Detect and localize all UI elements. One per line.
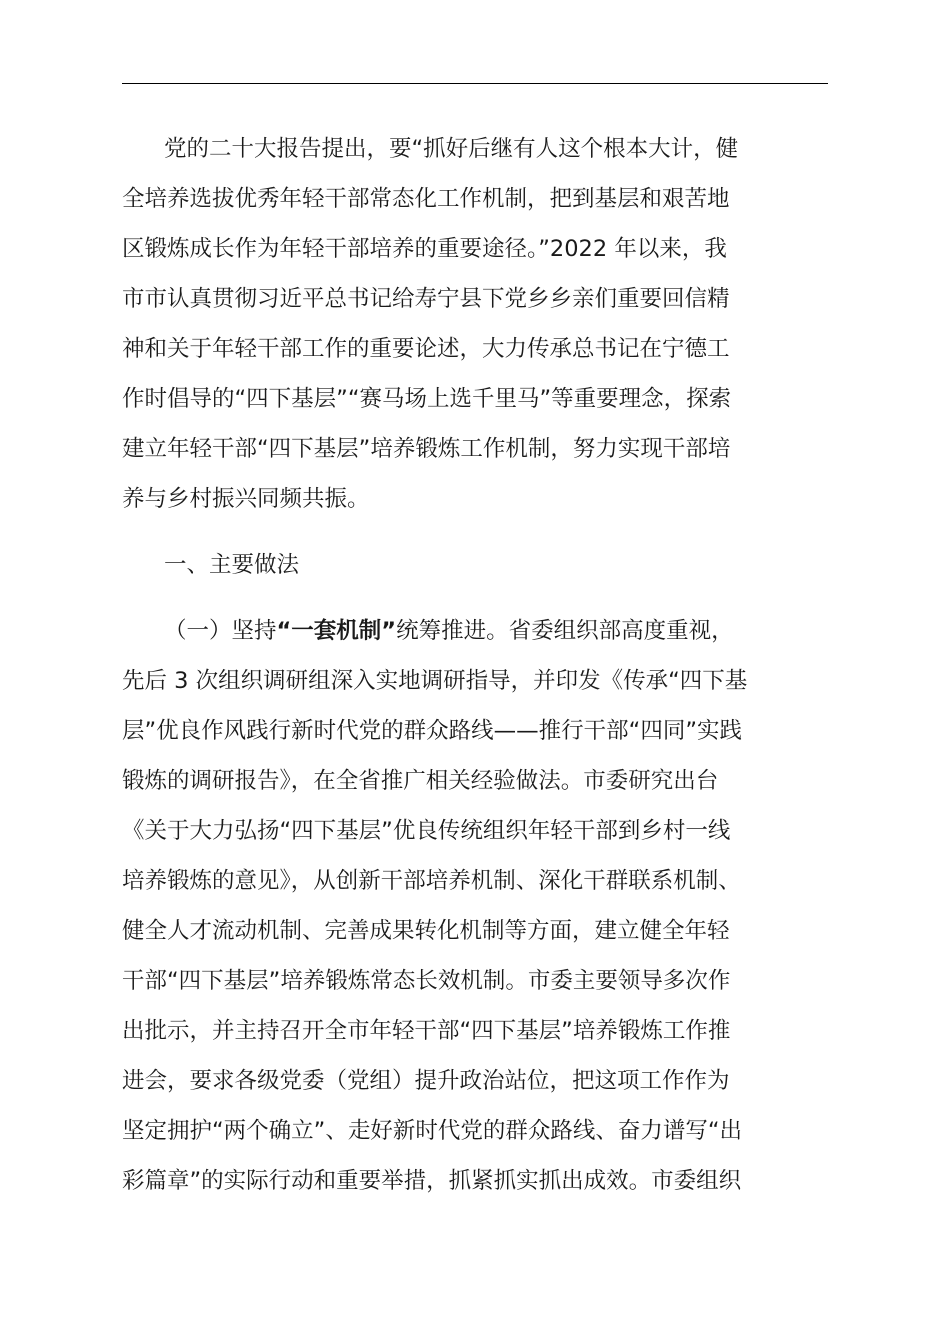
paragraph-line: 区锻炼成长作为年轻干部培养的重要途径。”2022 年以来，我 xyxy=(122,236,727,262)
paragraph-line: 建立年轻干部“四下基层”培养锻炼工作机制，努力实现干部培 xyxy=(122,436,731,462)
paragraph-line: 神和关于年轻干部工作的重要论述，大力传承总书记在宁德工 xyxy=(122,336,730,362)
paragraph-line: 全培养选拔优秀年轻干部常态化工作机制，把到基层和艰苦地 xyxy=(122,186,730,212)
paragraph-gap xyxy=(122,524,828,540)
paragraph-line: 作时倡导的“四下基层”“赛马场上选千里马”等重要理念，探索 xyxy=(122,386,732,412)
paragraph-line: 坚定拥护“两个确立”、走好新时代党的群众路线、奋力谱写“出 xyxy=(122,1118,742,1144)
paragraph-line: 先后 3 次组织调研组深入实地调研指导，并印发《传承“四下基 xyxy=(122,668,748,694)
subsection-first-line xyxy=(122,606,828,656)
subsection-bold-term: “一套机制” xyxy=(276,618,397,644)
paragraph-line: 市市认真贯彻习近平总书记给寿宁县下党乡乡亲们重要回信精 xyxy=(122,286,730,312)
paragraph-gap xyxy=(122,590,828,606)
paragraph-line: 健全人才流动机制、完善成果转化机制等方面，建立健全年轻 xyxy=(122,918,730,944)
paragraph-line: 出批示，并主持召开全市年轻干部“四下基层”培养锻炼工作推 xyxy=(122,1018,731,1044)
paragraph-line: 锻炼的调研报告》，在全省推广相关经验做法。市委研究出台 xyxy=(122,768,719,794)
paragraph-line: 干部“四下基层”培养锻炼常态长效机制。市委主要领导多次作 xyxy=(122,968,731,994)
paragraph-line: 彩篇章”的实际行动和重要举措，抓紧抓实抓出成效。市委组织 xyxy=(122,1168,742,1194)
subsection-paragraph xyxy=(122,606,828,1206)
intro-paragraph xyxy=(122,124,828,524)
paragraph-line: 《关于大力弘扬“四下基层”优良传统组织年轻干部到乡村一线 xyxy=(122,818,731,844)
paragraph-line: 进会，要求各级党委（党组）提升政治站位，把这项工作作为 xyxy=(122,1068,730,1094)
paragraph-line: 党的二十大报告提出，要“抓好后继有人这个根本大计，健 xyxy=(164,136,739,162)
paragraph-line: 养与乡村振兴同频共振。 xyxy=(122,486,370,512)
document-body xyxy=(122,124,828,1206)
header-rule xyxy=(122,83,828,84)
section-heading: 一、主要做法 xyxy=(164,552,300,578)
subsection-first-line-rest: 统筹推进。省委组织部高度重视， xyxy=(396,618,734,644)
paragraph-line: 培养锻炼的意见》，从创新干部培养机制、深化干群联系机制、 xyxy=(122,868,741,894)
subsection-prefix: （一）坚持 xyxy=(164,618,277,644)
paragraph-line: 层”优良作风践行新时代党的群众路线——推行干部“四同”实践 xyxy=(122,718,742,744)
